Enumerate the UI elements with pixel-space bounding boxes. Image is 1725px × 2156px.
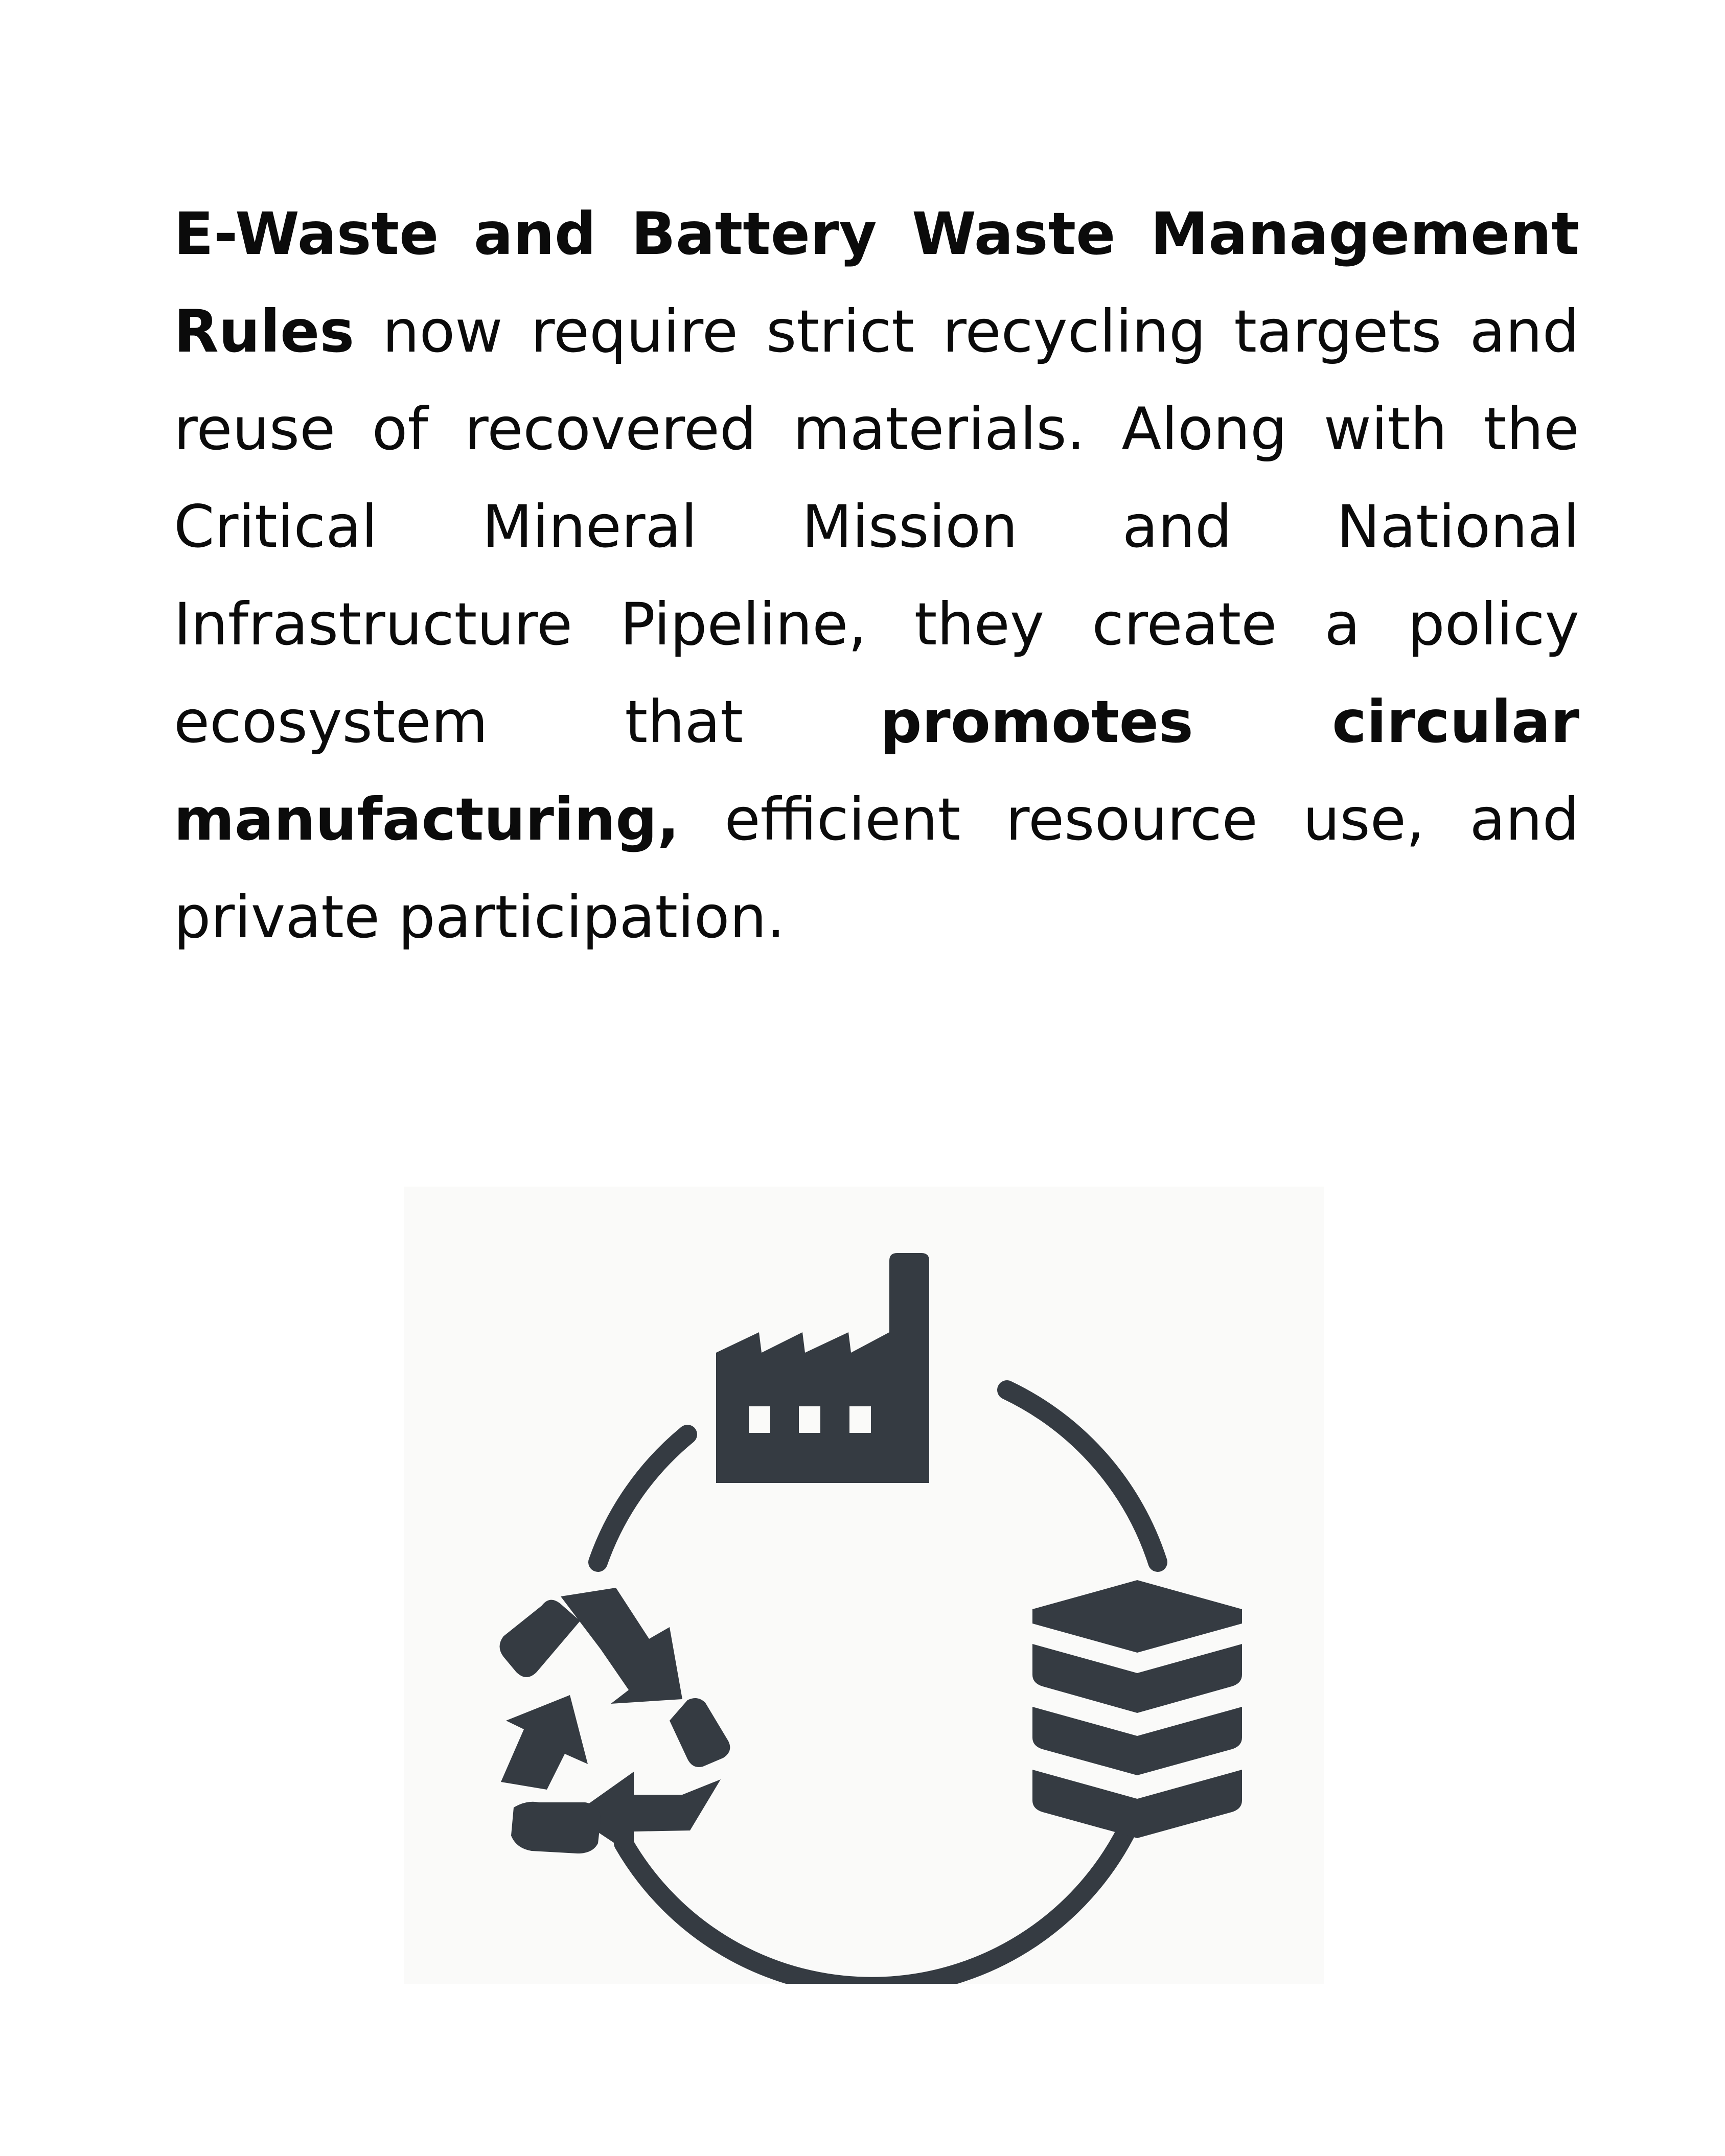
paragraph-text-1: now require strict recycling targets and reuse of recovered materials. Along with the Critical Mineral Mission and National Infrastructure Pipeline, they create a policy ecosystem that xyxy=(174,297,1579,756)
circular-economy-graphic xyxy=(404,1187,1324,1984)
circular-economy-illustration xyxy=(404,1187,1324,1984)
rules-heading: E-Waste and Battery Waste Management Rules xyxy=(174,200,1579,365)
stacked-materials-icon xyxy=(1032,1580,1242,1838)
cycle-arc-upper-left xyxy=(598,1434,687,1562)
cycle-arc-bottom xyxy=(624,1819,1132,1984)
circular-manufacturing-phrase: promotes circular manufacturing, xyxy=(174,688,1579,853)
body-paragraph xyxy=(174,185,1579,966)
paragraph-text-2: efficient resource use, and private participation. xyxy=(174,785,1579,951)
factory-icon xyxy=(716,1253,929,1483)
recycle-icon xyxy=(500,1588,730,1856)
cycle-arc-upper-right xyxy=(1007,1390,1158,1562)
